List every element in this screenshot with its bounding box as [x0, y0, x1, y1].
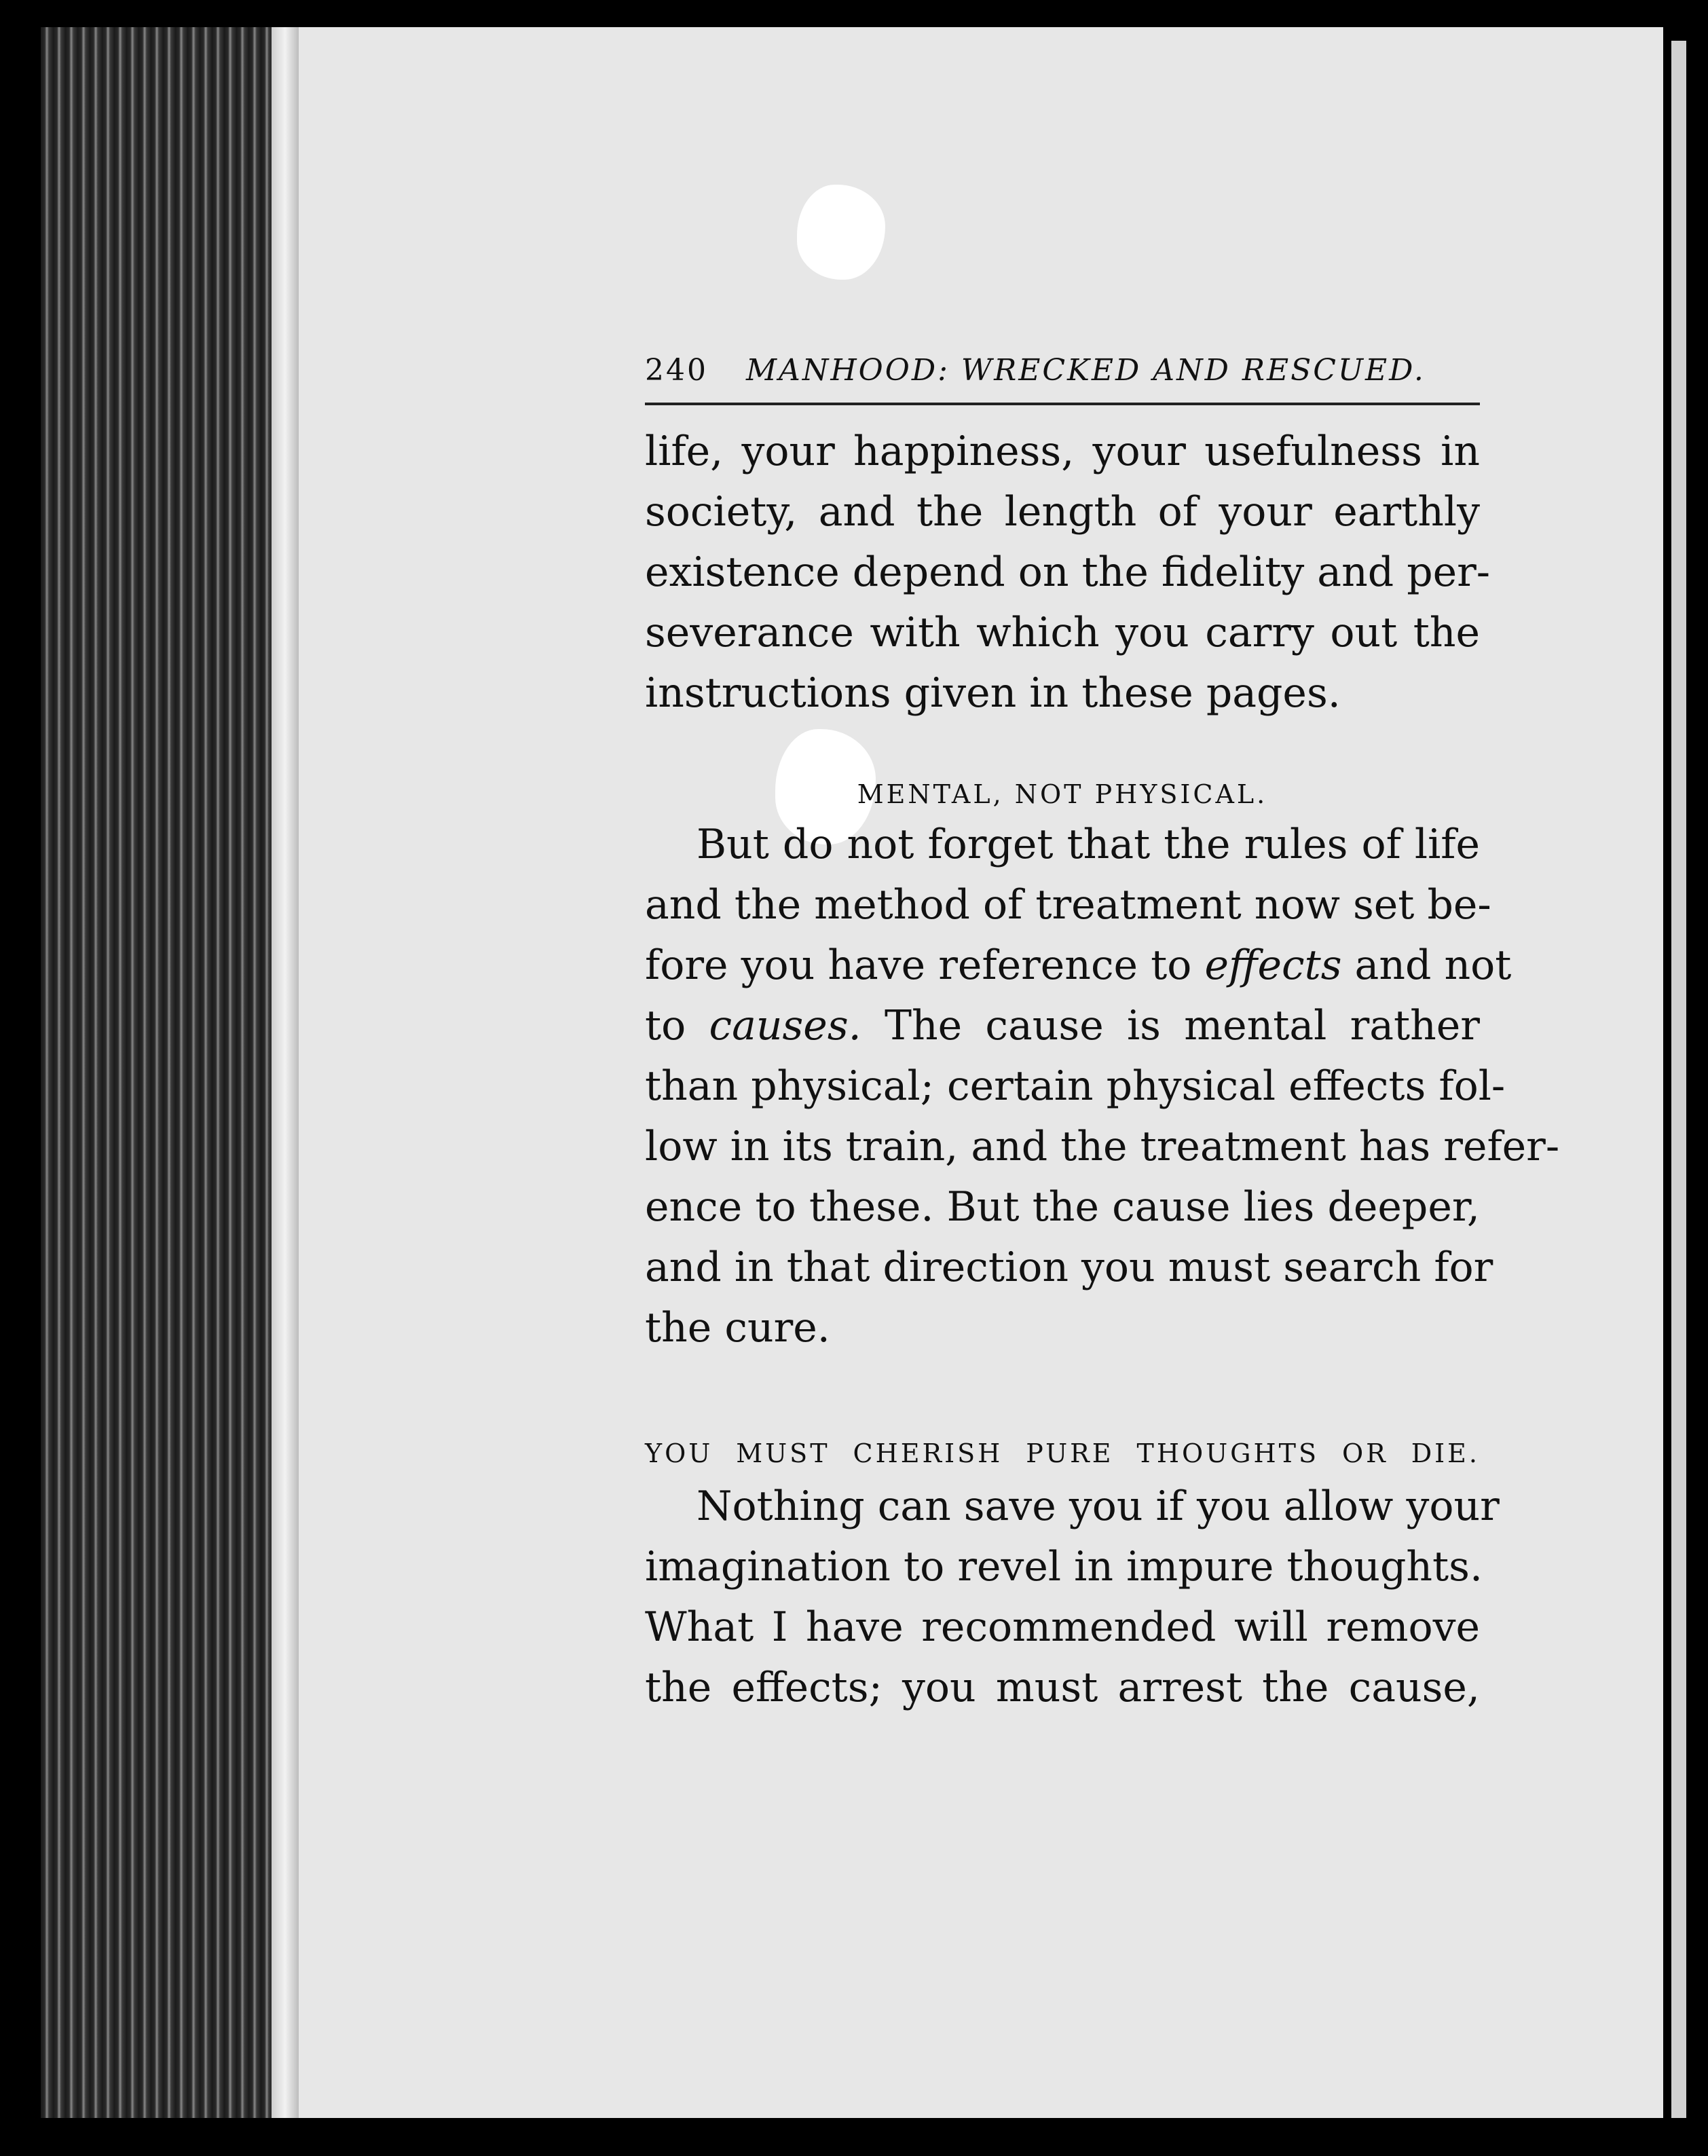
running-title: MANHOOD: WRECKED AND RESCUED.	[745, 353, 1426, 388]
emphasis: causes.	[709, 1002, 861, 1049]
book-page-gutter	[272, 27, 299, 2118]
text-line: the effects; you must arrest the cause,	[645, 1664, 1480, 1711]
text-run: The cause is mental rather	[861, 1002, 1480, 1049]
text-line: existence depend on the fidelity and per-	[645, 549, 1491, 596]
text-line: the cure.	[645, 1304, 830, 1352]
section-heading: YOU MUST CHERISH PURE THOUGHTS OR DIE.	[645, 1438, 1480, 1468]
text-run: and not	[1341, 942, 1512, 989]
text-line: society, and the length of your earthly	[645, 488, 1480, 536]
text-line: and the method of treatment now set be-	[645, 881, 1491, 929]
text-line: low in its train, and the treatment has refer-	[645, 1123, 1560, 1170]
running-head	[645, 353, 1480, 405]
section-heading: MENTAL, NOT PHYSICAL.	[857, 779, 1268, 809]
text-run: fore you have reference to	[645, 942, 1205, 989]
text-line: than physical; certain physical effects fol-	[645, 1062, 1506, 1110]
text-line: and in that direction you must search for	[645, 1244, 1493, 1291]
text-line: imagination to revel in impure thoughts.	[645, 1543, 1483, 1591]
text-line: ence to these. But the cause lies deeper,	[645, 1183, 1480, 1231]
page-text	[645, 353, 1560, 1718]
text-line: What I have recommended will remove	[645, 1603, 1480, 1651]
paragraph	[645, 815, 1560, 1358]
text-line: Nothing can save you if you allow your	[697, 1483, 1500, 1530]
emphasis: effects	[1204, 942, 1342, 989]
text-line: instructions given in these pages.	[645, 669, 1341, 717]
next-page-edge	[1671, 41, 1686, 2118]
text-line	[645, 996, 1480, 1056]
text-run: to	[645, 1002, 709, 1049]
text-line: severance with which you carry out the	[645, 609, 1480, 656]
page-number: 240	[645, 353, 708, 388]
paragraph	[645, 422, 1491, 724]
text-line	[645, 935, 1512, 996]
text-line: life, your happiness, your usefulness in	[645, 428, 1480, 475]
paper-hole	[797, 185, 885, 280]
text-line: But do not forget that the rules of life	[697, 821, 1480, 868]
paragraph	[645, 1476, 1500, 1718]
